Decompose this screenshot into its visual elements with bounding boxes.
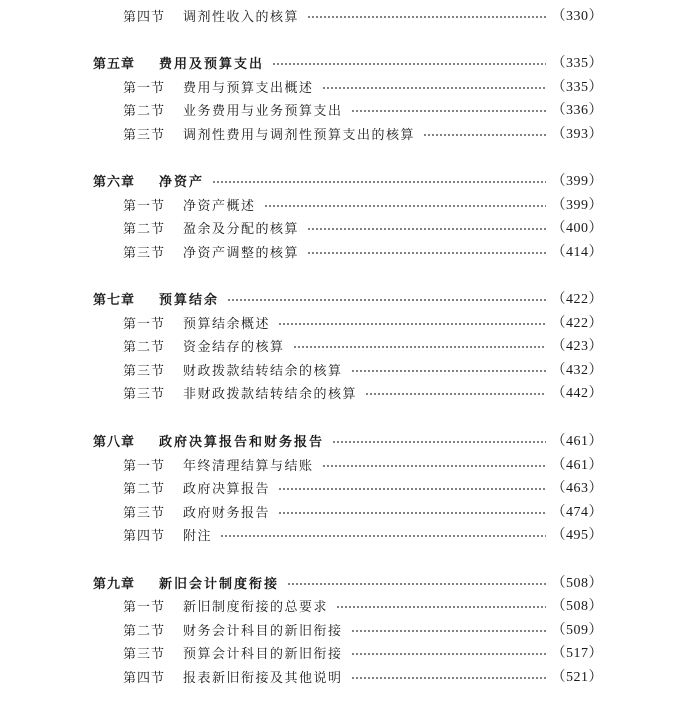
page-number: （399） (551, 198, 603, 213)
page-number: （414） (551, 245, 603, 260)
dot-leader (351, 110, 546, 112)
section-title: 盈余及分配的核算 (183, 221, 300, 237)
dot-leader (278, 512, 545, 514)
dot-leader (351, 630, 546, 632)
page-number: （400） (551, 221, 603, 236)
dot-leader (278, 488, 545, 490)
section-title: 费用与预算支出概述 (183, 80, 314, 96)
dot-leader (307, 228, 545, 230)
page-number: （508） (551, 599, 603, 614)
page-number: （509） (551, 623, 603, 638)
section-number: 第一节 (123, 198, 166, 214)
section-title: 净资产概述 (183, 198, 256, 214)
toc-section-entry[interactable] (123, 122, 603, 144)
toc-section-entry[interactable] (123, 381, 603, 403)
dot-leader (307, 252, 545, 254)
dot-leader (272, 63, 545, 65)
page-number: （517） (551, 646, 603, 661)
section-title: 预算结余概述 (183, 316, 271, 332)
toc-section-entry[interactable] (123, 4, 603, 26)
section-title: 财政拨款结转结余的核算 (183, 363, 343, 379)
toc-section-entry[interactable] (123, 665, 603, 687)
section-number: 第一节 (123, 599, 166, 615)
dot-leader (351, 370, 546, 372)
page-number: （474） (551, 505, 603, 520)
chapter-title: 政府决算报告和财务报告 (159, 434, 325, 450)
toc-section-entry[interactable] (123, 358, 603, 380)
section-number: 第四节 (123, 528, 166, 544)
dot-leader (227, 299, 545, 301)
section-title: 净资产调整的核算 (183, 245, 300, 261)
section-number: 第二节 (123, 221, 166, 237)
page-number: （336） (551, 103, 603, 118)
section-number: 第四节 (123, 670, 166, 686)
dot-leader (351, 677, 546, 679)
toc-section-entry[interactable] (123, 216, 603, 238)
toc-section-entry[interactable] (123, 476, 603, 498)
dot-leader (365, 393, 545, 395)
dot-leader (322, 465, 546, 467)
chapter-title: 费用及预算支出 (159, 56, 265, 72)
page-number: （495） (551, 528, 603, 543)
chapter-title: 净资产 (159, 174, 205, 190)
section-title: 报表新旧衔接及其他说明 (183, 670, 343, 686)
section-title: 调剂性收入的核算 (183, 9, 300, 25)
dot-leader (287, 583, 545, 585)
section-number: 第二节 (123, 339, 166, 355)
section-number: 第一节 (123, 316, 166, 332)
dot-leader (423, 134, 545, 136)
toc-section-entry[interactable] (123, 641, 603, 663)
toc-chapter-entry[interactable] (93, 169, 603, 191)
dot-leader (351, 653, 546, 655)
section-number: 第一节 (123, 80, 166, 96)
toc-chapter-entry[interactable] (93, 429, 603, 451)
page-number: （335） (551, 56, 603, 71)
section-number: 第二节 (123, 481, 166, 497)
section-number: 第三节 (123, 386, 166, 402)
page-number: （442） (551, 386, 603, 401)
chapter-number: 第五章 (93, 56, 136, 72)
section-title: 非财政拨款结转结余的核算 (183, 386, 358, 402)
section-number: 第三节 (123, 363, 166, 379)
section-title: 财务会计科目的新旧衔接 (183, 623, 343, 639)
section-number: 第三节 (123, 245, 166, 261)
toc-chapter-entry[interactable] (93, 51, 603, 73)
toc-section-entry[interactable] (123, 594, 603, 616)
section-title: 政府财务报告 (183, 505, 271, 521)
chapter-title: 预算结余 (159, 292, 220, 308)
chapter-number: 第九章 (93, 576, 136, 592)
toc-section-entry[interactable] (123, 98, 603, 120)
section-number: 第二节 (123, 103, 166, 119)
section-title: 附注 (183, 528, 213, 544)
toc-section-entry[interactable] (123, 240, 603, 262)
section-number: 第一节 (123, 458, 166, 474)
section-number: 第三节 (123, 646, 166, 662)
section-number: 第二节 (123, 623, 166, 639)
dot-leader (293, 346, 546, 348)
toc-chapter-entry[interactable] (93, 571, 603, 593)
section-title: 业务费用与业务预算支出 (183, 103, 343, 119)
page-number: （521） (551, 670, 603, 685)
section-number: 第三节 (123, 127, 166, 143)
page-number: （432） (551, 363, 603, 378)
toc-section-entry[interactable] (123, 453, 603, 475)
toc-section-entry[interactable] (123, 618, 603, 640)
section-number: 第三节 (123, 505, 166, 521)
page-number: （461） (551, 434, 603, 449)
toc-section-entry[interactable] (123, 311, 603, 333)
chapter-number: 第六章 (93, 174, 136, 190)
section-title: 年终清理结算与结账 (183, 458, 314, 474)
dot-leader (307, 16, 545, 18)
section-title: 预算会计科目的新旧衔接 (183, 646, 343, 662)
toc-section-entry[interactable] (123, 523, 603, 545)
dot-leader (322, 87, 546, 89)
page-number: （399） (551, 174, 603, 189)
page-number: （508） (551, 576, 603, 591)
section-title: 资金结存的核算 (183, 339, 285, 355)
toc-section-entry[interactable] (123, 75, 603, 97)
toc-section-entry[interactable] (123, 193, 603, 215)
page-number: （422） (551, 316, 603, 331)
page-number: （463） (551, 481, 603, 496)
chapter-number: 第八章 (93, 434, 136, 450)
page-number: （335） (551, 80, 603, 95)
page-number: （422） (551, 292, 603, 307)
chapter-number: 第七章 (93, 292, 136, 308)
page-number: （423） (551, 339, 603, 354)
dot-leader (220, 535, 545, 537)
dot-leader (332, 441, 545, 443)
dot-leader (336, 606, 545, 608)
toc-section-entry[interactable] (123, 500, 603, 522)
section-title: 调剂性费用与调剂性预算支出的核算 (183, 127, 416, 143)
toc-section-entry[interactable] (123, 334, 603, 356)
section-title: 政府决算报告 (183, 481, 271, 497)
dot-leader (278, 323, 545, 325)
dot-leader (212, 181, 545, 183)
page-number: （330） (551, 9, 603, 24)
page-number: （393） (551, 127, 603, 142)
chapter-title: 新旧会计制度衔接 (159, 576, 280, 592)
dot-leader (264, 205, 546, 207)
toc-chapter-entry[interactable] (93, 287, 603, 309)
section-number: 第四节 (123, 9, 166, 25)
page-number: （461） (551, 458, 603, 473)
section-title: 新旧制度衔接的总要求 (183, 599, 329, 615)
